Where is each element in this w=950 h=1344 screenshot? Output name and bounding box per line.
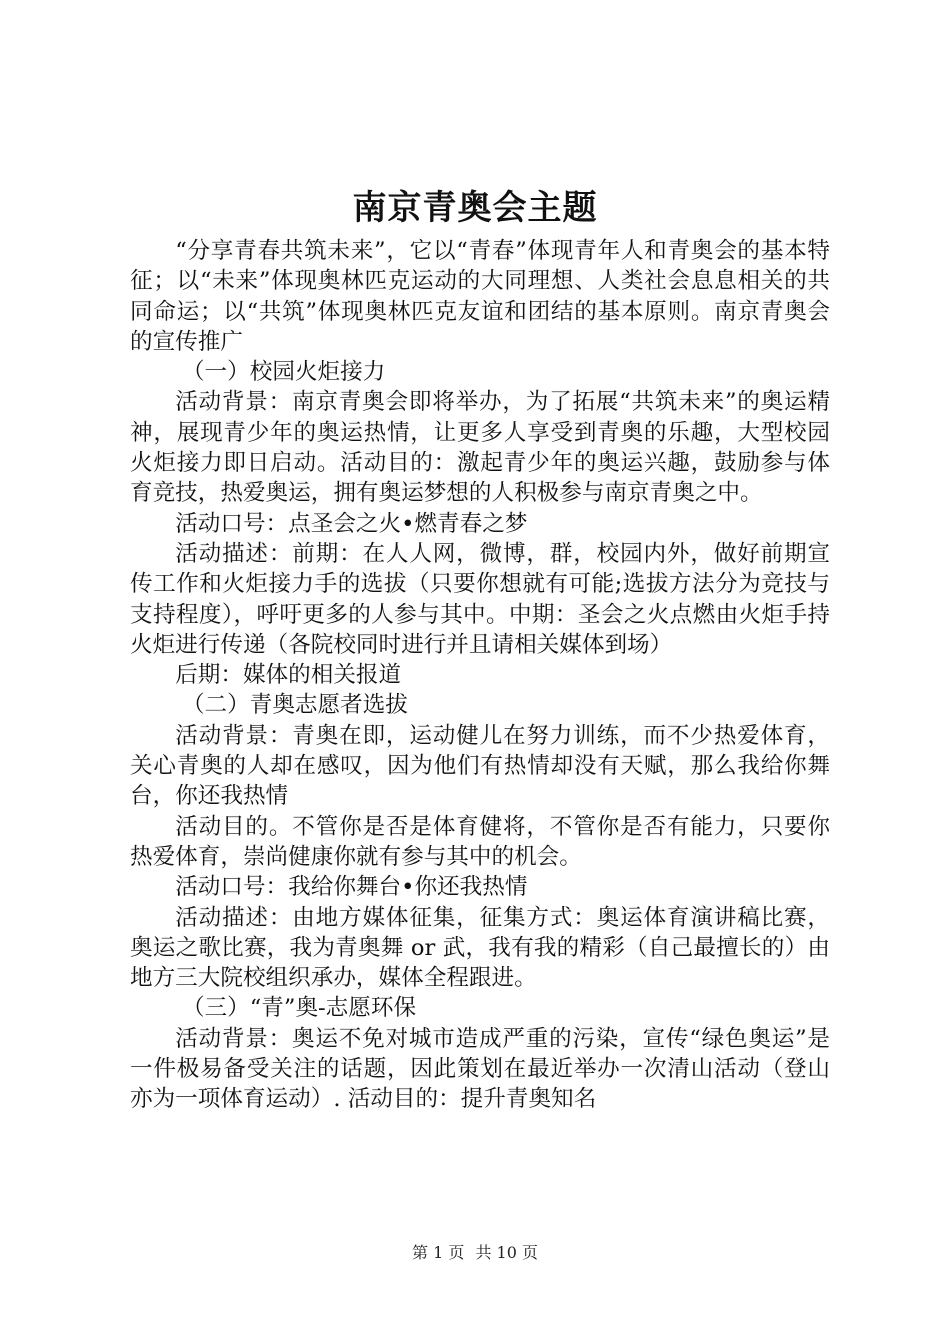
paragraph-volunteer-background: 活动背景：青奥在即，运动健儿在努力训练，而不少热爱体育，关心青奥的人却在感叹，因为他们有热情却没有天赋，那么我给你舞台，你还我热情	[130, 722, 830, 810]
page-number: 第 1 页	[412, 1243, 465, 1262]
paragraph-theme: “分享青春共筑未来”，它以“青春”体现青年人和青奥会的基本特征；以“未来”体现奥林匹克运动的大同理想、人类社会息息相关的共同命运；以“共筑”体现奥林匹克友谊和团结的基本原则。南京青奥会的宣传推广	[130, 238, 830, 355]
paragraph-volunteer-purpose: 活动目的。不管你是否是体育健将，不管你是否有能力，只要你热爱体育，崇尚健康你就有参与其中的机会。	[130, 813, 830, 870]
page-total: 共 10 页	[475, 1243, 538, 1262]
document-title: 南京青奥会主题	[352, 188, 598, 228]
section-heading-volunteer-selection: （二）青奥志愿者选拔	[181, 692, 408, 719]
paragraph-volunteer-description: 活动描述：由地方媒体征集，征集方式：奥运体育演讲稿比赛，奥运之歌比赛，我为青奥舞 or 武，我有我的精彩（自己最擅长的）由地方三大院校组织承办，媒体全程跟进。	[130, 904, 830, 992]
paragraph-torch-background: 活动背景：南京青奥会即将举办，为了拓展“共筑未来”的奥运精神，展现青少年的奥运热情，让更多人享受到青奥的乐趣，大型校园火炬接力即日启动。活动目的：激起青少年的奥运兴趣，鼓励参与体育竞技，热爱奥运，拥有奥运梦想的人积极参与南京青奥之中。	[130, 389, 830, 507]
paragraph-torch-slogan: 活动口号：点圣会之火•燃青春之梦	[175, 510, 528, 537]
paragraph-torch-description: 活动描述：前期：在人人网，微博，群，校园内外，做好前期宣传工作和火炬接力手的选拔（只要你想就有可能;选拔方法分为竞技与支持程度），呼吁更多的人参与其中。中期：圣会之火点燃由火炬手持火炬进行传递（各院校同时进行并且请相关媒体到场）	[130, 540, 830, 658]
section-heading-torch-relay: （一）校园火炬接力	[181, 359, 386, 386]
paragraph-torch-later-stage: 后期：媒体的相关报道	[175, 662, 402, 689]
paragraph-volunteer-slogan: 活动口号：我给你舞台•你还我热情	[175, 874, 528, 901]
section-heading-green-volunteer: （三）“青”奥-志愿环保	[181, 995, 417, 1022]
paragraph-green-background: 活动背景：奥运不免对城市造成严重的污染，宣传“绿色奥运”是一件极易备受关注的话题，因此策划在最近举办一次清山活动（登山亦为一项体育运动）. 活动目的：提升青奥知名	[130, 1025, 830, 1113]
document-body	[130, 236, 830, 1115]
page-footer	[0, 1242, 950, 1264]
